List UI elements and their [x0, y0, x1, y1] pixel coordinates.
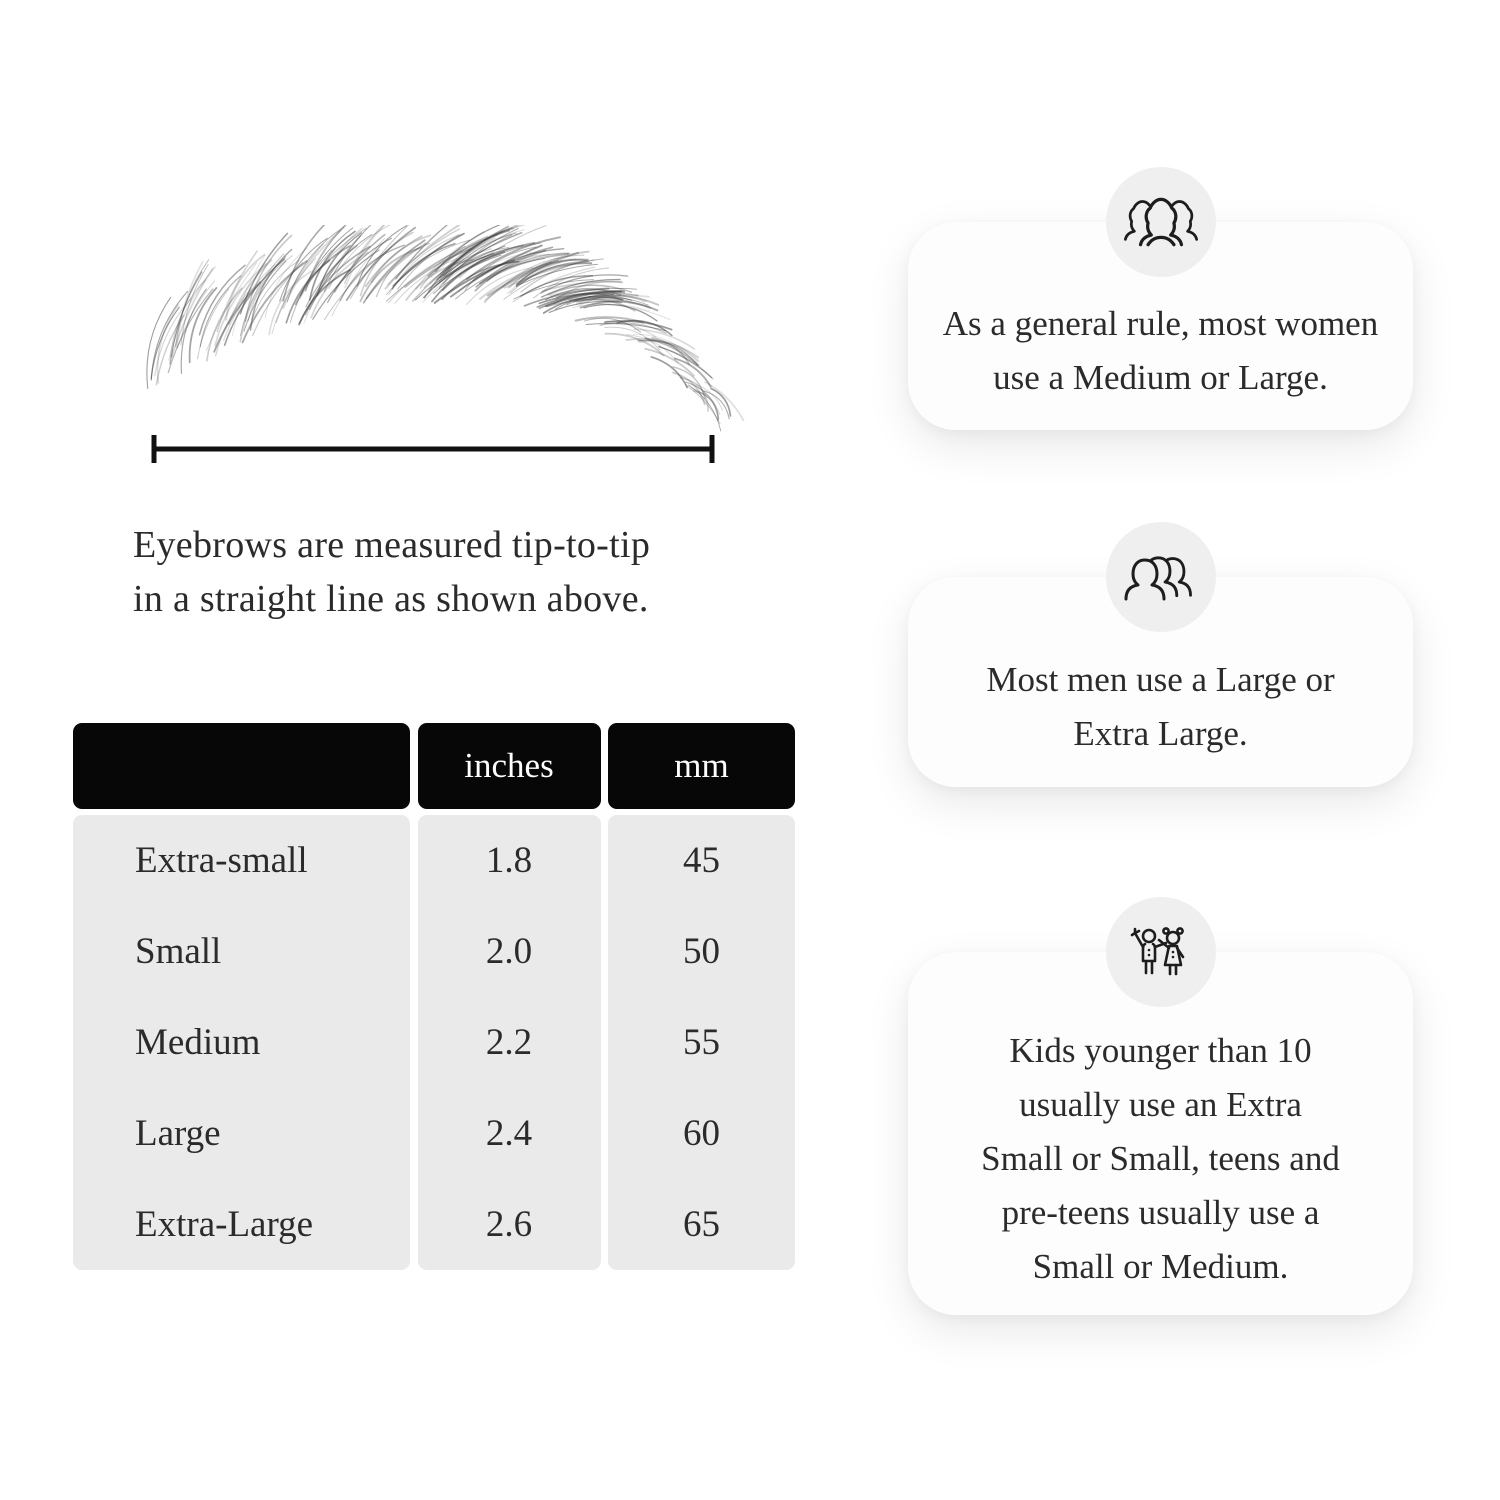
women-card-line-2: use a Medium or Large.: [993, 358, 1328, 397]
kids-card-text: [908, 1024, 1413, 1294]
table-row-size: Small: [135, 931, 222, 972]
table-row-inches: 1.8: [485, 840, 533, 881]
women-card-line-1: As a general rule, most women: [942, 304, 1379, 343]
kids-card-line-3: Small or Small, teens and: [981, 1138, 1340, 1178]
table-row-size: Large: [135, 1113, 221, 1154]
inches-column: [418, 815, 601, 1270]
eyebrow-illustration: [115, 225, 760, 435]
kids-card-badge: [1106, 897, 1216, 1007]
table-row-size: Extra-small: [135, 840, 308, 881]
kids-card-line-4: pre-teens usually use a: [1001, 1192, 1320, 1232]
men-card-line-1: Most men use a Large or: [986, 660, 1335, 699]
table-row-mm: 50: [683, 931, 720, 972]
table-row-inches: 2.0: [485, 931, 533, 972]
table-row-inches: 2.6: [485, 1204, 533, 1245]
table-row-inches: 2.2: [485, 1022, 533, 1063]
kids-size-card: [908, 952, 1413, 1315]
kids-card-line-5: Small or Medium.: [1032, 1246, 1289, 1286]
men-size-card: [908, 577, 1413, 787]
measurement-caption: [133, 518, 753, 626]
men-card-line-2: Extra Large.: [1073, 714, 1248, 753]
size-table-header: [73, 723, 795, 809]
men-group-icon: [1121, 551, 1201, 603]
size-table: [73, 723, 795, 1270]
kids-icon: [1125, 923, 1197, 981]
women-card-text: [908, 297, 1413, 405]
men-card-text: [908, 653, 1413, 761]
table-row-mm: 45: [683, 840, 720, 881]
table-row-mm: 60: [683, 1113, 720, 1154]
kids-card-line-1: Kids younger than 10: [1009, 1030, 1312, 1070]
header-cell-inches: inches: [418, 723, 601, 809]
table-row-size: Medium: [135, 1022, 261, 1063]
table-row-mm: 65: [683, 1204, 720, 1245]
size-table-body: [73, 815, 795, 1270]
table-row-size: Extra-Large: [135, 1204, 314, 1245]
women-card-badge: [1106, 167, 1216, 277]
caption-line-2: in a straight line as shown above.: [133, 578, 649, 620]
table-row-mm: 55: [683, 1022, 720, 1063]
caption-line-1: Eyebrows are measured tip-to-tip: [133, 524, 651, 566]
mm-column: [608, 815, 795, 1270]
men-card-badge: [1106, 522, 1216, 632]
women-group-icon: [1122, 195, 1200, 249]
table-row-inches: 2.4: [485, 1113, 533, 1154]
header-cell-mm: mm: [608, 723, 795, 809]
size-column: [73, 815, 410, 1270]
header-cell-size: [73, 723, 410, 809]
measurement-line: [148, 432, 718, 466]
kids-card-line-2: usually use an Extra: [1019, 1084, 1302, 1124]
women-size-card: [908, 222, 1413, 430]
